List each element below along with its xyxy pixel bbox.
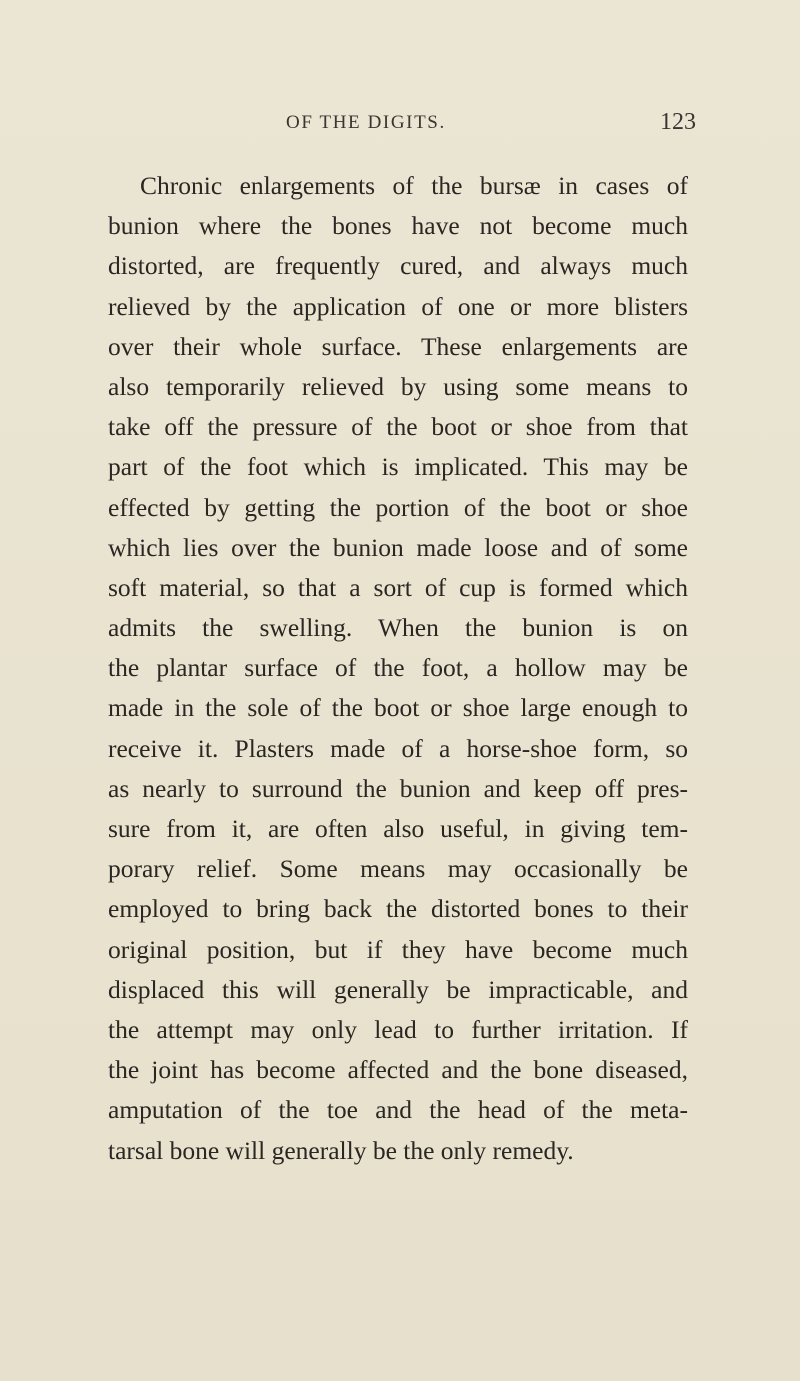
text-line: the joint has become affected and the bone diseased, — [108, 1055, 688, 1085]
text-line: part of the foot which is implicated. This may be — [108, 452, 688, 482]
text-line: take off the pressure of the boot or shoe from that — [108, 412, 688, 442]
text-line: the plantar surface of the foot, a hollow may be — [108, 653, 688, 683]
text-line: effected by getting the portion of the boot or shoe — [108, 492, 688, 522]
body-paragraph — [108, 166, 688, 1171]
text-line: soft material, so that a sort of cup is formed which — [108, 572, 688, 602]
text-line: displaced this will generally be impracticable, and — [108, 974, 688, 1004]
text-line: the attempt may only lead to further irritation. If — [108, 1014, 688, 1044]
running-head — [0, 109, 800, 142]
text-line: also temporarily relieved by using some means to — [108, 371, 688, 401]
text-line: relieved by the application of one or more blisters — [108, 291, 688, 321]
text-line: as nearly to surround the bunion and keep off pres- — [108, 773, 688, 803]
text-line: employed to bring back the distorted bones to their — [108, 894, 688, 924]
text-line: made in the sole of the boot or shoe large enough to — [108, 693, 688, 723]
text-line: sure from it, are often also useful, in giving tem- — [108, 814, 688, 843]
text-line: receive it. Plasters made of a horse-shoe form, so — [108, 733, 688, 763]
text-line: which lies over the bunion made loose and of some — [108, 532, 688, 562]
running-title: OF THE DIGITS. — [286, 112, 446, 133]
page-number: 123 — [660, 109, 696, 135]
text-line: porary relief. Some means may occasionally be — [108, 854, 688, 884]
text-line: distorted, are frequently cured, and always much — [108, 251, 688, 281]
text-line: bunion where the bones have not become much — [108, 211, 688, 241]
text-line: tarsal bone will generally be the only remedy. — [108, 1135, 574, 1165]
text-line: amputation of the toe and the head of the meta- — [108, 1095, 688, 1125]
text-line: Chronic enlargements of the bursæ in cases of — [140, 171, 688, 200]
text-line: original position, but if they have become much — [108, 934, 688, 964]
text-line: over their whole surface. These enlargements are — [108, 331, 688, 361]
text-line: admits the swelling. When the bunion is on — [108, 613, 688, 643]
